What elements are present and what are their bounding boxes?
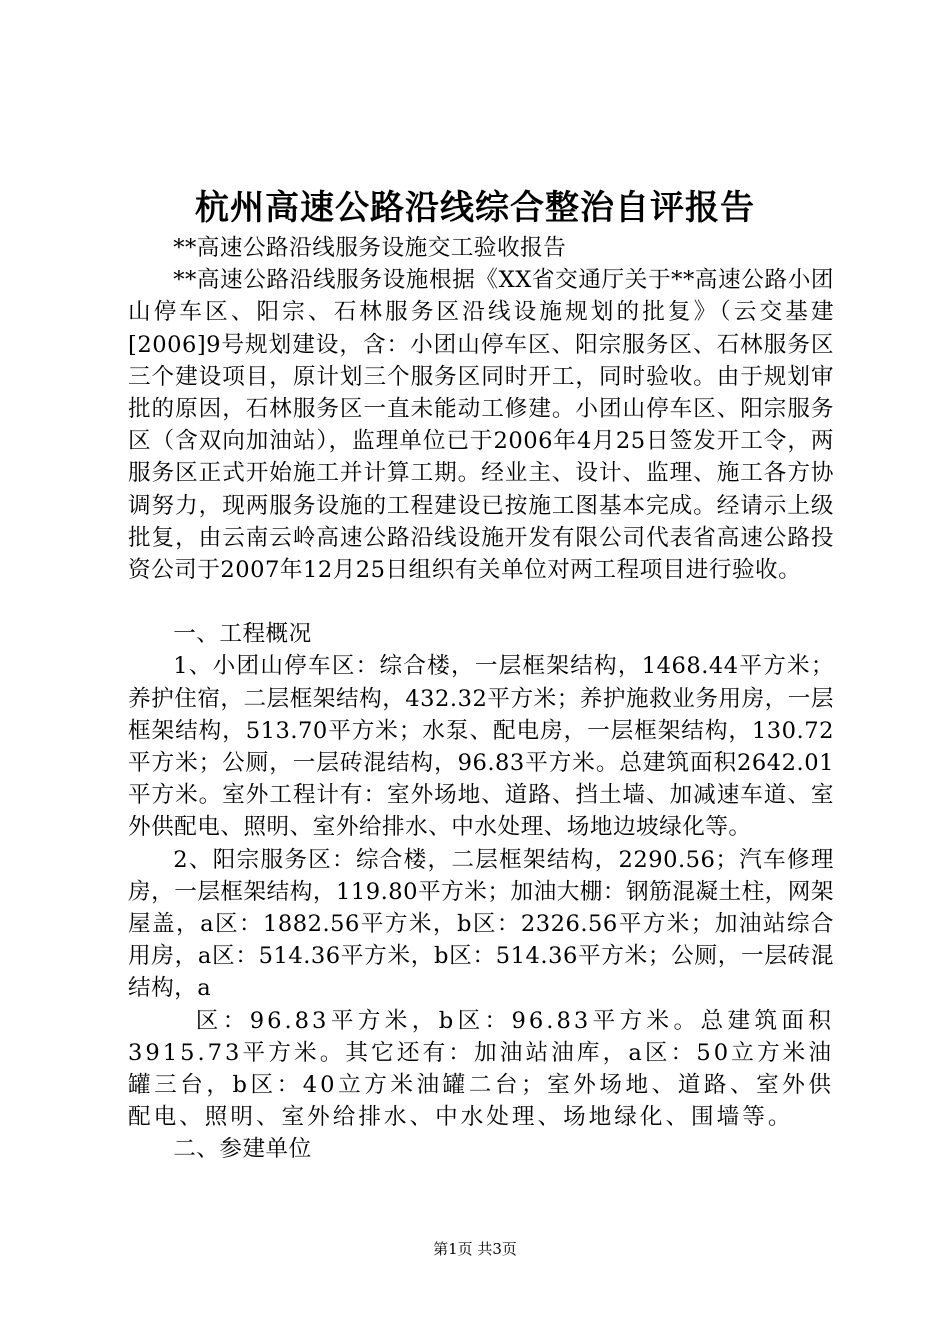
paragraph-yangzong-continued: 区：96.83平方米，b区：96.83平方米。总建筑面积3915.73平方米。其它还有：加油站油库，a区：50立方米油罐三台，b区：40立方米油罐二台；室外场地、道路、室外供配电、照明、室外给排水、中水处理、场地绿化、围墙等。 [128,1007,834,1131]
paragraph-xiaotuanshan: 1、小团山停车区：综合楼，一层框架结构，1468.44平方米；养护住宿，二层框架结构，432.32平方米；养护施救业务用房，一层框架结构，513.70平方米；水泵、配电房，一层框架结构，130.72平方米；公厕，一层砖混结构，96.83平方米。总建筑面积2642.01平方米。室外工程计有：室外场地、道路、挡土墙、加减速车道、室外供配电、照明、室外给排水、中水处理、场地边坡绿化等。 [128,653,834,841]
document-title: 杭州高速公路沿线综合整治自评报告 [195,188,755,228]
paragraph-introduction: **高速公路沿线服务设施根据《XX省交通厅关于**高速公路小团山停车区、阳宗、石林服务区沿线设施规划的批复》（云交基建[2006]9号规划建设，含：小团山停车区、阳宗服务区、石林服务区三个建设项目，原计划三个服务区同时开工，同时验收。由于规划审批的原因，石林服务区一直未能动工修建。小团山停车区、阳宗服务区（含双向加油站），监理单位已于2006年4月25日签发开工令，两服务区正式开始施工并计算工期。经业主、设计、监理、施工各方协调努力，现两服务设施的工程建设已按施工图基本完成。经请示上级批复，由云南云岭高速公路沿线设施开发有限公司代表省高速公路投资公司于2007年12月25日组织有关单位对两工程项目进行验收。 [128,267,834,584]
paragraph-spacer [128,586,834,618]
section-heading-overview: 一、工程概况 [173,621,312,648]
paragraph-yangzong: 2、阳宗服务区：综合楼，二层框架结构，2290.56；汽车修理房，一层框架结构，119.80平方米；加油大棚：钢筋混凝土柱，网架屋盖，a区：1882.56平方米，b区：2326.56平方米；加油站综合用房，a区：514.36平方米，b区：514.36平方米；公厕，一层砖混结构，a [128,846,834,1002]
document-body [128,232,834,1166]
section-heading-participants: 二、参建单位 [173,1136,312,1163]
paragraph-report-subtitle: **高速公路沿线服务设施交工验收报告 [173,235,567,261]
page-number-footer: 第1页 共3页 [433,1240,517,1258]
